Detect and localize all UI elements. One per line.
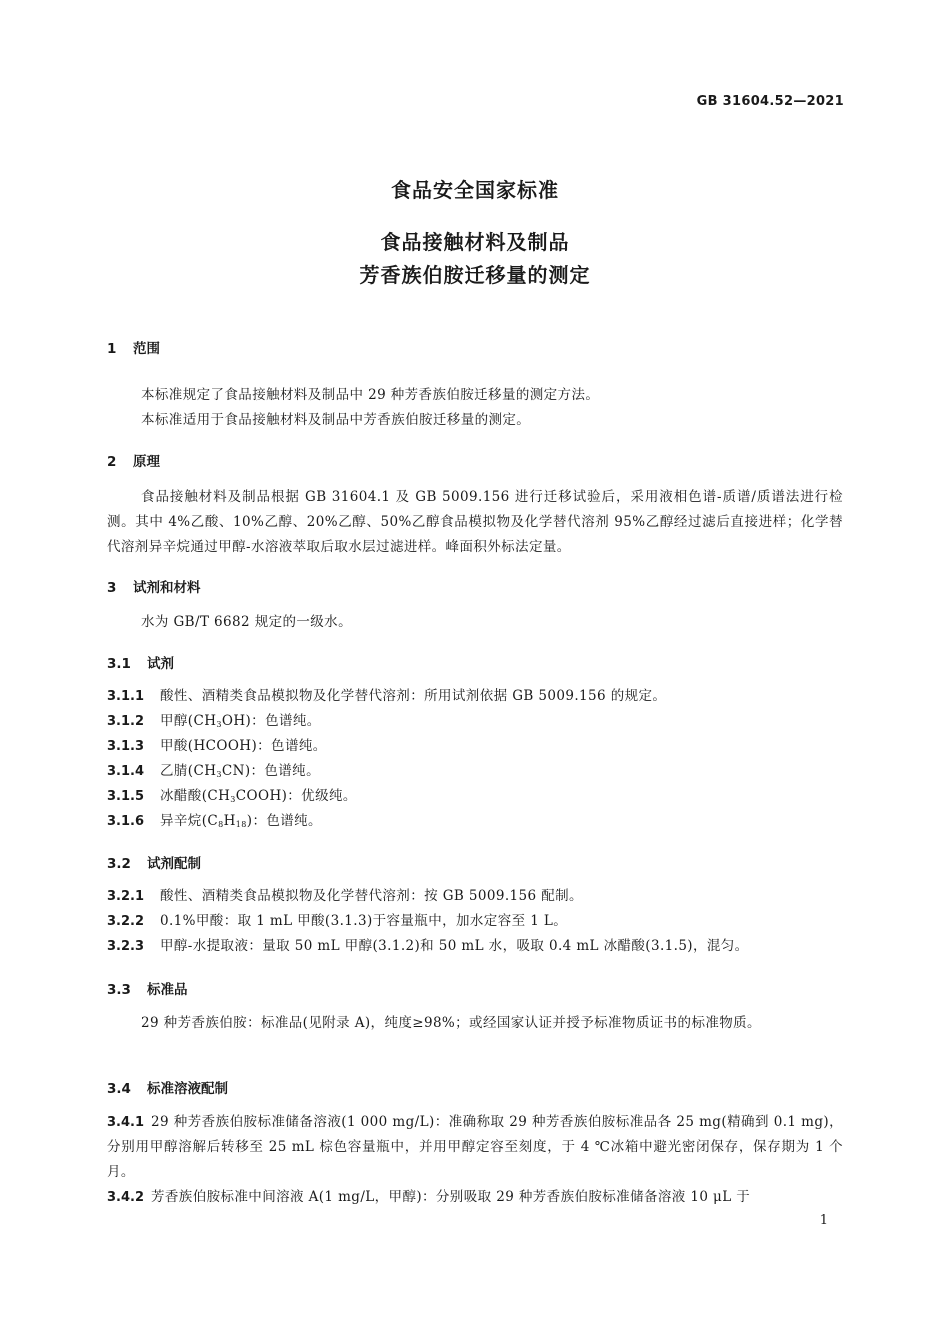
section-title: 标准溶液配制 <box>147 1081 228 1097</box>
list-item: 3.2.2 0.1%甲酸：取 1 mL 甲酸(3.1.3)于容量瓶中，加水定容至 1 L。 <box>107 913 568 929</box>
section-title: 范围 <box>133 341 160 357</box>
section-title: 标准品 <box>147 982 188 998</box>
list-item: 3.4.1 29 种芳香族伯胺标准储备溶液(1 000 mg/L)：准确称取 29 种芳香族伯胺标准品各 25 mg(精确到 0.1 mg)，分别用甲醇溶解后转移至 25 mL 棕色容量瓶中，并用甲醇定容至刻度，于 4 ℃冰箱中避光密闭保存，保存期为 1 个月。 <box>107 1114 843 1180</box>
section-number: 2 <box>107 454 117 470</box>
section-number: 3.4 <box>107 1081 131 1097</box>
section-number: 3.3 <box>107 982 131 998</box>
section-number: 1 <box>107 341 117 357</box>
section-title: 试剂和材料 <box>133 580 201 596</box>
section-3-4-heading <box>107 1077 228 1097</box>
section-number: 3.2 <box>107 856 131 872</box>
section-2-heading <box>107 450 160 470</box>
list-item: 3.2.1 酸性、酒精类食品模拟物及化学替代溶剂：按 GB 5009.156 配制。 <box>107 888 583 904</box>
title-line-2: 食品接触材料及制品 <box>380 230 570 254</box>
list-item: 3.1.5 冰醋酸$(CH_3COOH)$：优级纯。 <box>107 788 357 804</box>
section-title: 试剂配制 <box>147 856 201 872</box>
list-item: 3.2.3 甲醇-水提取液：量取 50 mL 甲醇(3.1.2)和 50 mL 水，吸取 0.4 mL 冰醋酸(3.1.5)，混匀。 <box>107 938 749 954</box>
list-item: 3.1.6 异辛烷$(C_8H_{18})$：色谱纯。 <box>107 813 322 829</box>
paragraph: 水为 GB/T 6682 规定的一级水。 <box>141 614 352 630</box>
section-number: 3 <box>107 580 117 596</box>
list-item: 3.1.3 甲酸(HCOOH)：色谱纯。 <box>107 738 327 754</box>
title-line-1: 食品安全国家标准 <box>391 178 559 202</box>
standard-code: GB 31604.52—2021 <box>696 94 844 109</box>
list-item: 3.4.2 芳香族伯胺标准中间溶液 A(1 mg/L，甲醇)：分别吸取 29 种芳香族伯胺标准储备溶液 10 μL 于 <box>107 1189 751 1205</box>
paragraph: 29 种芳香族伯胺：标准品(见附录 A)，纯度≥98%；或经国家认证并授予标准物质证书的标准物质。 <box>141 1015 761 1031</box>
section-3-1-heading <box>107 652 174 672</box>
list-item: 3.1.4 乙腈$(CH_3CN)$：色谱纯。 <box>107 763 320 779</box>
list-item: 3.1.1 酸性、酒精类食品模拟物及化学替代溶剂：所用试剂依据 GB 5009.156 的规定。 <box>107 688 667 704</box>
section-3-heading <box>107 576 201 596</box>
page-number: 1 <box>819 1213 828 1228</box>
paragraph: 食品接触材料及制品根据 GB 31604.1 及 GB 5009.156 进行迁移试验后，采用液相色谱-质谱/质谱法进行检测。其中 4%乙酸、10%乙醇、20%乙醇、50%乙醇食品模拟物及化学替代溶剂 95%乙醇经过滤后直接进样；化学替代溶剂异辛烷通过甲醇-水溶液萃取后取水层过滤进样。峰面积外标法定量。 <box>107 489 843 555</box>
section-title: 试剂 <box>147 656 174 672</box>
paragraph: 本标准适用于食品接触材料及制品中芳香族伯胺迁移量的测定。 <box>141 412 531 428</box>
list-item: 3.1.2 甲醇$(CH_3OH)$：色谱纯。 <box>107 713 321 729</box>
section-3-3-heading <box>107 978 188 998</box>
section-title: 原理 <box>133 454 160 470</box>
paragraph: 本标准规定了食品接触材料及制品中 29 种芳香族伯胺迁移量的测定方法。 <box>141 387 600 403</box>
section-3-2-heading <box>107 852 201 872</box>
section-1-heading <box>107 337 160 357</box>
title-line-3: 芳香族伯胺迁移量的测定 <box>359 263 591 287</box>
section-number: 3.1 <box>107 656 131 672</box>
